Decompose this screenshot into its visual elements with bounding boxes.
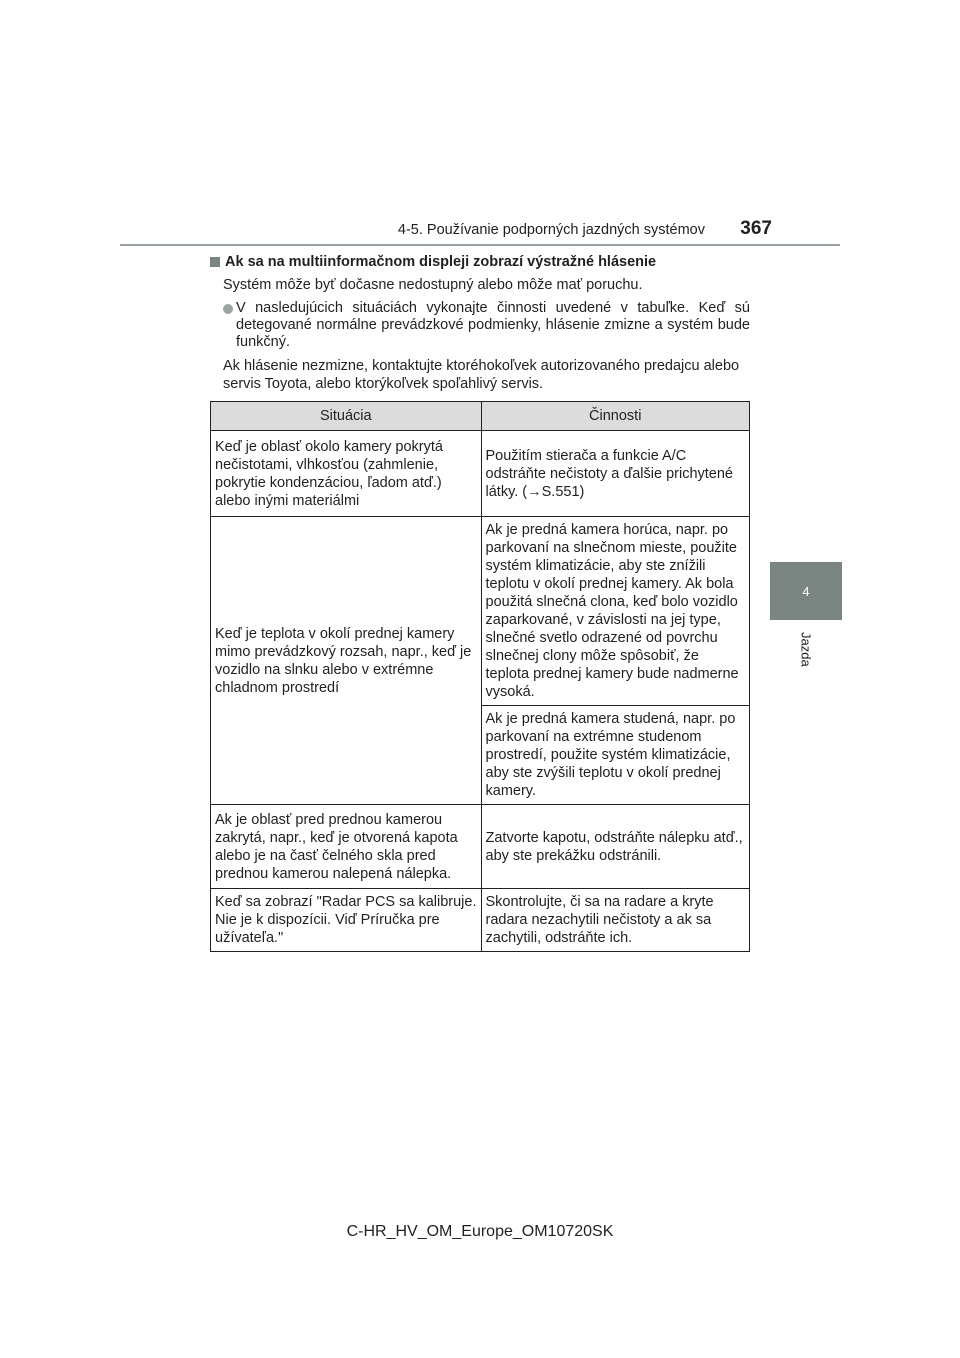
- table-row: [211, 889, 750, 952]
- chapter-tab: [770, 562, 842, 620]
- table-row: [211, 517, 750, 706]
- situation-cell: Ak je oblasť pred prednou kamerou zakrytá, napr., keď je otvorená kapota alebo je na časť čelného skla pred prednou kamerou nalepená nálepka.: [211, 805, 482, 889]
- table-row: [211, 431, 750, 517]
- table-header-row: [211, 402, 750, 431]
- situations-table: [210, 401, 750, 952]
- situation-cell: Keď je oblasť okolo kamery pokrytá nečistotami, vlhkosťou (zahmlenie, pokrytie kondenzáciou, ľadom atď.) alebo inými materiálmi: [211, 431, 482, 517]
- main-content: [210, 254, 750, 393]
- bullet-item: [223, 300, 750, 351]
- square-bullet-icon: [210, 257, 220, 267]
- action-cell: Ak je predná kamera horúca, napr. po parkovaní na slnečnom mieste, použite systém klimatizácie, aby ste znížili teplotu v okolí prednej kamery. Ak bola použitá slnečná clona, keď bolo vozidlo zaparkované, v závislosti na jej type, slnečné svetlo odrazené od povrchu slnečnej clony môže spôsobiť, že teplota prednej kamery bude nadmerne vysoká.: [481, 517, 750, 706]
- chapter-number: 4: [802, 583, 810, 599]
- page-header: [120, 218, 840, 246]
- situation-cell: Keď sa zobrazí "Radar PCS sa kalibruje. Nie je k dispozícii. Viď Príručka pre užívateľa.": [211, 889, 482, 952]
- action-cell: Skontrolujte, či sa na radare a kryte radara nezachytili nečistoty a ak sa zachytili, odstráňte ich.: [481, 889, 750, 952]
- section-title: 4-5. Používanie podporných jazdných systémov: [397, 222, 705, 238]
- action-cell: Ak je predná kamera studená, napr. po parkovaní na extrémne studenom prostredí, použite systém klimatizácie, aby ste zvýšili teplotu v okolí prednej kamery.: [481, 706, 750, 805]
- heading-text: Ak sa na multiinformačnom displeji zobrazí výstražné hlásenie: [225, 254, 657, 270]
- section-heading: [210, 254, 750, 270]
- bullet-text: V nasledujúcich situáciách vykonajte činnosti uvedené v tabuľke. Keď sú detegované normálne prevádzkové podmienky, hlásenie zmizne a systém bude funkčný.: [236, 300, 750, 350]
- page-number: 367: [740, 218, 772, 239]
- round-bullet-icon: [223, 304, 233, 314]
- table-row: [211, 805, 750, 889]
- action-cell: Zatvorte kapotu, odstráňte nálepku atď., aby ste prekážku odstránili.: [481, 805, 750, 889]
- intro-paragraph: Systém môže byť dočasne nedostupný alebo môže mať poruchu.: [223, 277, 643, 293]
- document-id: C-HR_HV_OM_Europe_OM10720SK: [346, 1223, 614, 1240]
- column-header-situation: Situácia: [211, 402, 482, 431]
- column-header-actions: Činnosti: [481, 402, 750, 431]
- contact-paragraph: Ak hlásenie nezmizne, kontaktujte ktoréhokoľvek autorizovaného predajcu alebo servis Toyota, alebo ktorýkoľvek spoľahlivý servis.: [223, 358, 740, 392]
- action-cell: Použitím stierača a funkcie A/C odstráňte nečistoty a ďalšie prichytené látky. (→S.551): [481, 431, 750, 517]
- header-divider: [120, 244, 840, 246]
- chapter-label: Jazda: [798, 632, 814, 667]
- situation-cell: Keď je teplota v okolí prednej kamery mimo prevádzkový rozsah, napr., keď je vozidlo na slnku alebo v extrémne chladnom prostredí: [211, 517, 482, 805]
